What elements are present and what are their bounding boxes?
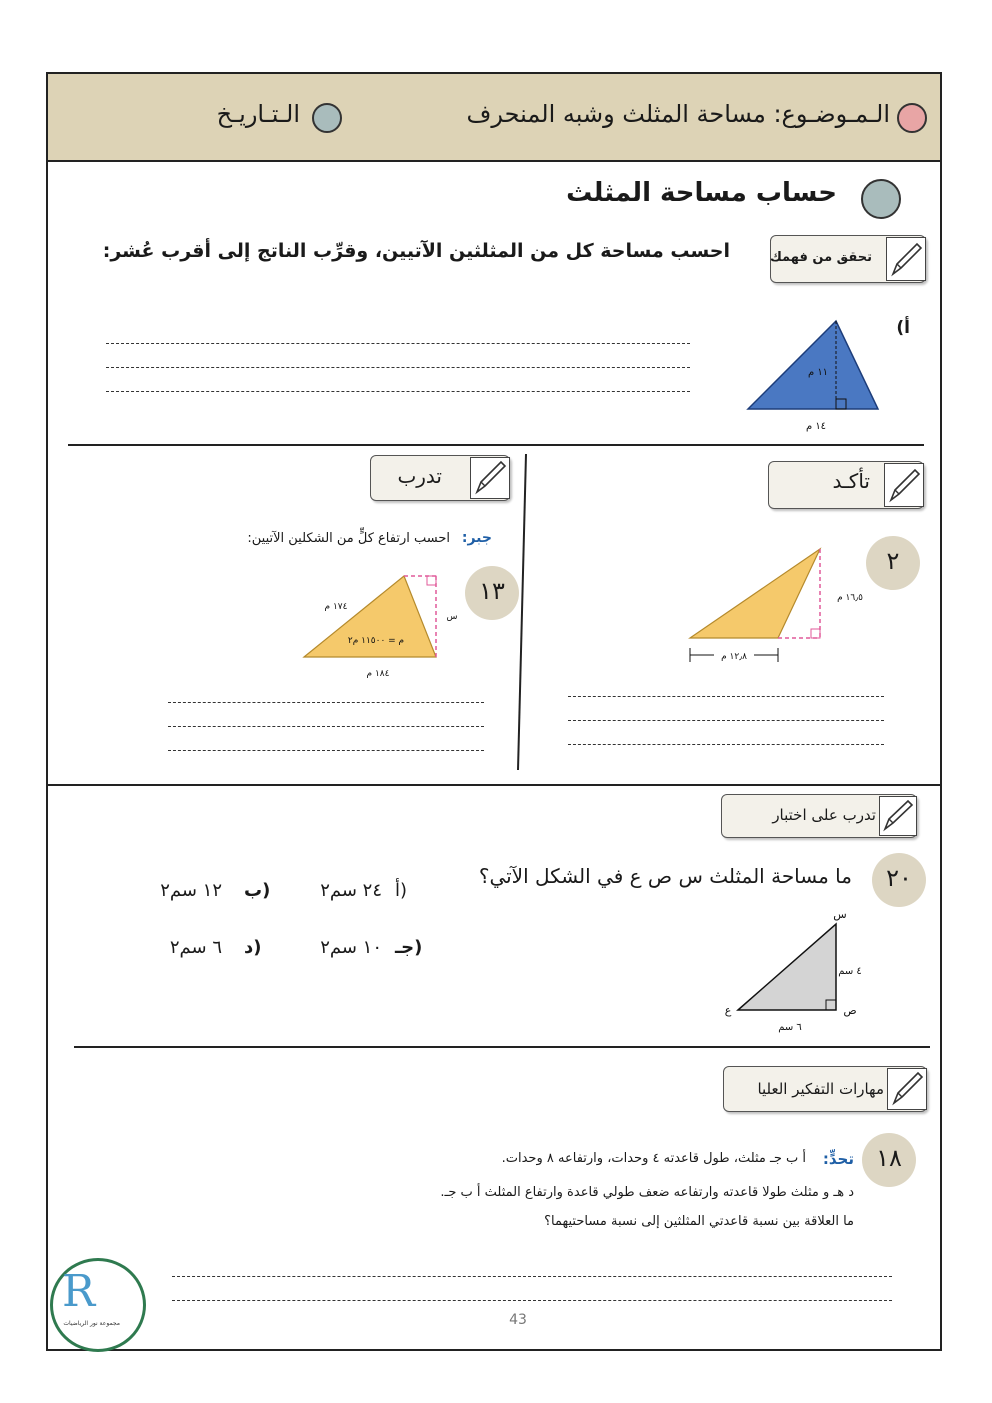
answer-line [172,1300,892,1301]
answer-line [172,1276,892,1277]
test-badge-label: تدرب على اختبار [772,806,876,824]
challenge-label: تحدٍّ: [822,1150,854,1168]
thinking-badge-label: مهارات التفكير العليا [757,1080,884,1098]
check-item-label: أ) [896,318,910,338]
logo-letter: R [62,1266,96,1317]
vertex-top-label: س [833,908,847,921]
test-question: ما مساحة المثلث س ص ع في الشكل الآتي؟ [478,864,852,888]
answer-line [568,696,884,697]
gray-height-label: ٤ سم [838,966,862,977]
confirm-height-label: ١٦٫٥ م [837,593,863,603]
date-bullet-icon [312,103,342,133]
triangle-blue-height: ١١ م [807,367,829,378]
answer-line [568,744,884,745]
practice-badge-label: تدرب [397,464,442,488]
test-number: ٢٠ [886,864,912,892]
answer-line [168,750,484,751]
logo-caption: مجموعة نور الرياضيات [63,1320,120,1327]
triangle-yellow-obtuse [690,549,820,638]
challenge-line-3: ما العلاقة بين نسبة قاعدتي المثلثين إلى نسبة مساحتيهما؟ [544,1214,854,1229]
triangle-blue-figure [740,315,890,435]
triangle-yellow-obtuse-figure [686,545,866,670]
divider [68,444,924,446]
pencil-icon [884,463,924,507]
divider [74,1046,930,1048]
practice-height-var: س [446,612,458,622]
challenge-line-2: د هـ و مثلث طولا قاعدته وارتفاعه ضعف طولي قاعدة وارتفاع المثلث أ ب جـ. [440,1185,854,1200]
pencil-icon [886,237,926,281]
confirm-badge-label: تأكـد [832,469,870,493]
challenge-line-1: أ ب جـ مثلث، طول قاعدته ٤ وحدات، وارتفاعه ٨ وحدات. [501,1151,806,1166]
option-a-letter: أ) [395,880,408,901]
triangle-gray-figure [716,902,876,1037]
right-angle-marker [811,629,820,638]
section-separator [48,784,940,786]
pencil-icon [470,457,510,499]
option-c-value: ١٠ سم٢ [320,937,382,958]
practice-number: ١٣ [479,577,505,605]
triangle-yellow-right-figure [296,568,466,683]
confirm-number: ٢ [886,547,900,575]
answer-line [106,391,690,392]
answer-line [168,702,484,703]
page-number: 43 [509,1312,527,1328]
pencil-icon [879,796,917,836]
option-d-value: ٦ سم٢ [169,937,222,958]
check-instruction: احسب مساحة كل من المثلثين الآتيين، وقرِّب الناتج إلى أقرب عُشر: [102,240,730,262]
vertex-right-label: ص [843,1004,857,1017]
practice-prompt: احسب ارتفاع كلٍّ من الشكلين الآتيين: [247,531,450,546]
option-a-value: ٢٤ سم٢ [320,880,382,901]
triangle-blue-base: ١٤ م [805,421,827,432]
option-b-letter: ب) [244,880,271,901]
practice-prompt-label: جبر: [461,530,492,546]
vertex-left-label: ع [724,1004,732,1017]
practice-base-label: ١٨٤ م [366,669,390,679]
date-label: الـتـاريـخ [216,100,300,128]
pencil-icon [887,1068,927,1110]
practice-side-label: ١٧٤ م [324,602,348,612]
option-c-letter: جـ) [395,937,423,958]
practice-area-label: م = ١١٥٠٠ م٢ [347,636,405,646]
section-title: حساب مساحة المثلث [566,178,837,208]
right-angle-marker [427,576,436,585]
section-bullet-icon [861,179,901,219]
option-b-value: ١٢ سم٢ [160,880,222,901]
topic-bullet-icon [897,103,927,133]
topic-title: الـمـوضـوع: مساحة المثلث وشبه المنحرف [466,100,890,128]
thinking-number: ١٨ [876,1144,902,1172]
confirm-base-label: ١٢٫٨ م [721,652,747,662]
answer-line [568,720,884,721]
answer-line [106,343,690,344]
answer-line [106,367,690,368]
triangle-blue [748,321,878,409]
triangle-gray [738,924,836,1010]
vertical-divider [512,452,532,774]
option-d-letter: د) [244,937,262,958]
gray-base-label: ٦ سم [778,1022,802,1033]
check-badge-label: تحقق من فهمك [769,250,872,265]
answer-line [168,726,484,727]
